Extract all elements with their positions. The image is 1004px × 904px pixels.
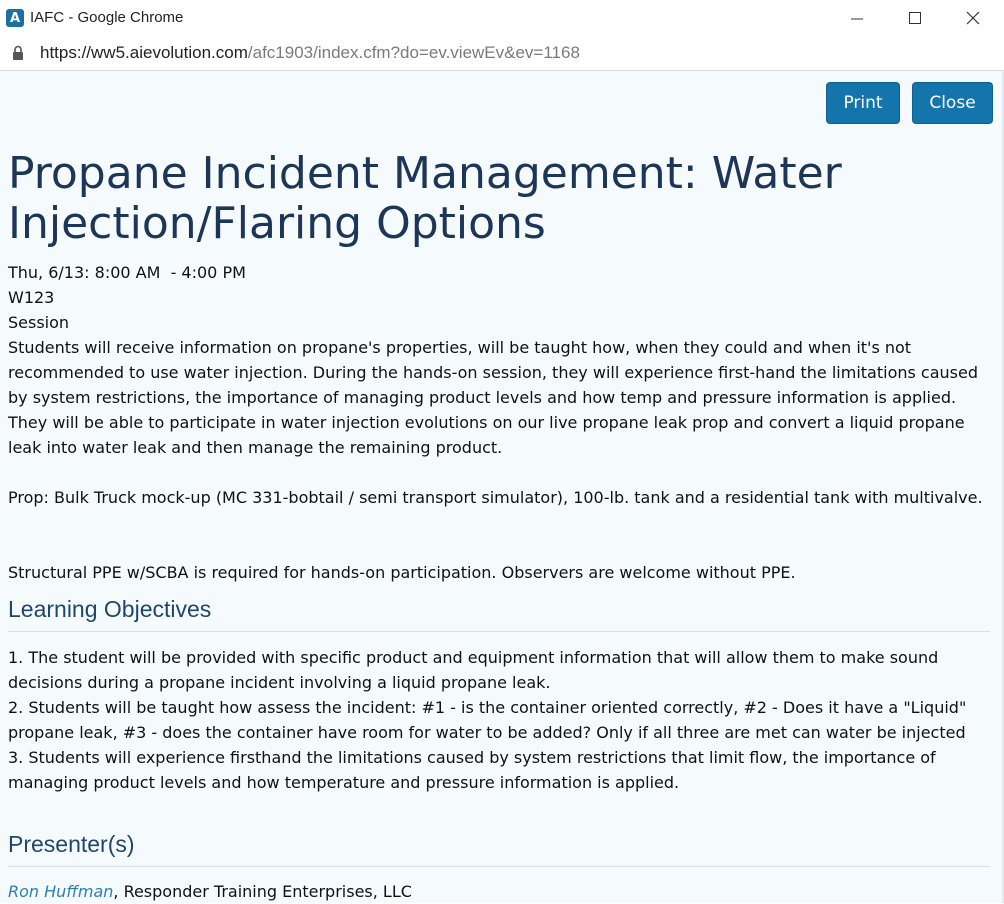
event-description: Students will receive information on propane's properties, will be taught how, when they could and when it's not recommended to use water injection. During the hands-on session, they will experience first-hand the limitations caused by system restrictions, the importance of managing product levels and how temp and pressure information is applied. They will be able to participate in water injection evolutions on our live propane leak prop and convert a liquid propane leak into water leak and then manage the remaining product. bbox=[8, 338, 978, 457]
event-detail-page bbox=[0, 71, 1004, 903]
print-button[interactable]: Print bbox=[826, 82, 900, 124]
learning-objectives-list bbox=[8, 645, 998, 795]
url-text[interactable] bbox=[40, 43, 580, 63]
event-type: Session bbox=[8, 313, 70, 332]
maximize-icon bbox=[908, 11, 922, 25]
lock-icon bbox=[12, 45, 24, 61]
event-title: Propane Incident Management: Water Injection/Flaring Options bbox=[8, 148, 842, 249]
window-close-button[interactable] bbox=[944, 0, 1002, 36]
app-logo-icon: A bbox=[6, 9, 24, 27]
presenter-item bbox=[8, 879, 412, 904]
window-titlebar bbox=[0, 0, 1004, 37]
presenter-organization: , Responder Training Enterprises, LLC bbox=[113, 882, 412, 901]
event-prop-info: Prop: Bulk Truck mock-up (MC 331-bobtail / semi transport simulator), 100-lb. tank and a residential tank with multivalve. bbox=[8, 488, 983, 507]
event-ppe-info: Structural PPE w/SCBA is required for hands-on participation. Observers are welcome without PPE. bbox=[8, 563, 796, 582]
url-host: https://ww5.aievolution.com bbox=[40, 43, 248, 62]
minimize-icon bbox=[850, 11, 864, 25]
address-bar[interactable] bbox=[0, 36, 1004, 71]
close-button[interactable]: Close bbox=[912, 82, 993, 124]
presenters-heading: Presenter(s) bbox=[8, 831, 990, 867]
window-title: IAFC - Google Chrome bbox=[30, 9, 184, 26]
list-item: 1. The student will be provided with specific product and equipment information that will allow them to make sound decisions during a propane incident involving a liquid propane leak. bbox=[8, 648, 939, 692]
maximize-button[interactable] bbox=[886, 0, 944, 36]
list-item: 2. Students will be taught how assess the incident: #1 - is the container oriented correctly, #2 - Does it have a "Liquid" propane leak, #3 - does the container have room for water to be added? Only if all three are met can water be injected bbox=[8, 698, 967, 742]
presenter-name-link[interactable]: Ron Huffman bbox=[8, 882, 114, 901]
event-meta bbox=[8, 260, 246, 335]
event-code: W123 bbox=[8, 288, 55, 307]
list-item: 3. Students will experience firsthand the limitations caused by system restrictions that limit flow, the importance of managing product levels and how temperature and pressure information is applied. bbox=[8, 748, 936, 792]
minimize-button[interactable] bbox=[828, 0, 886, 36]
close-icon bbox=[966, 11, 980, 25]
learning-objectives-heading: Learning Objectives bbox=[8, 596, 990, 632]
url-path: /afc1903/index.cfm?do=ev.viewEv&ev=1168 bbox=[247, 43, 580, 62]
event-datetime: Thu, 6/13: 8:00 AM - 4:00 PM bbox=[8, 263, 246, 282]
